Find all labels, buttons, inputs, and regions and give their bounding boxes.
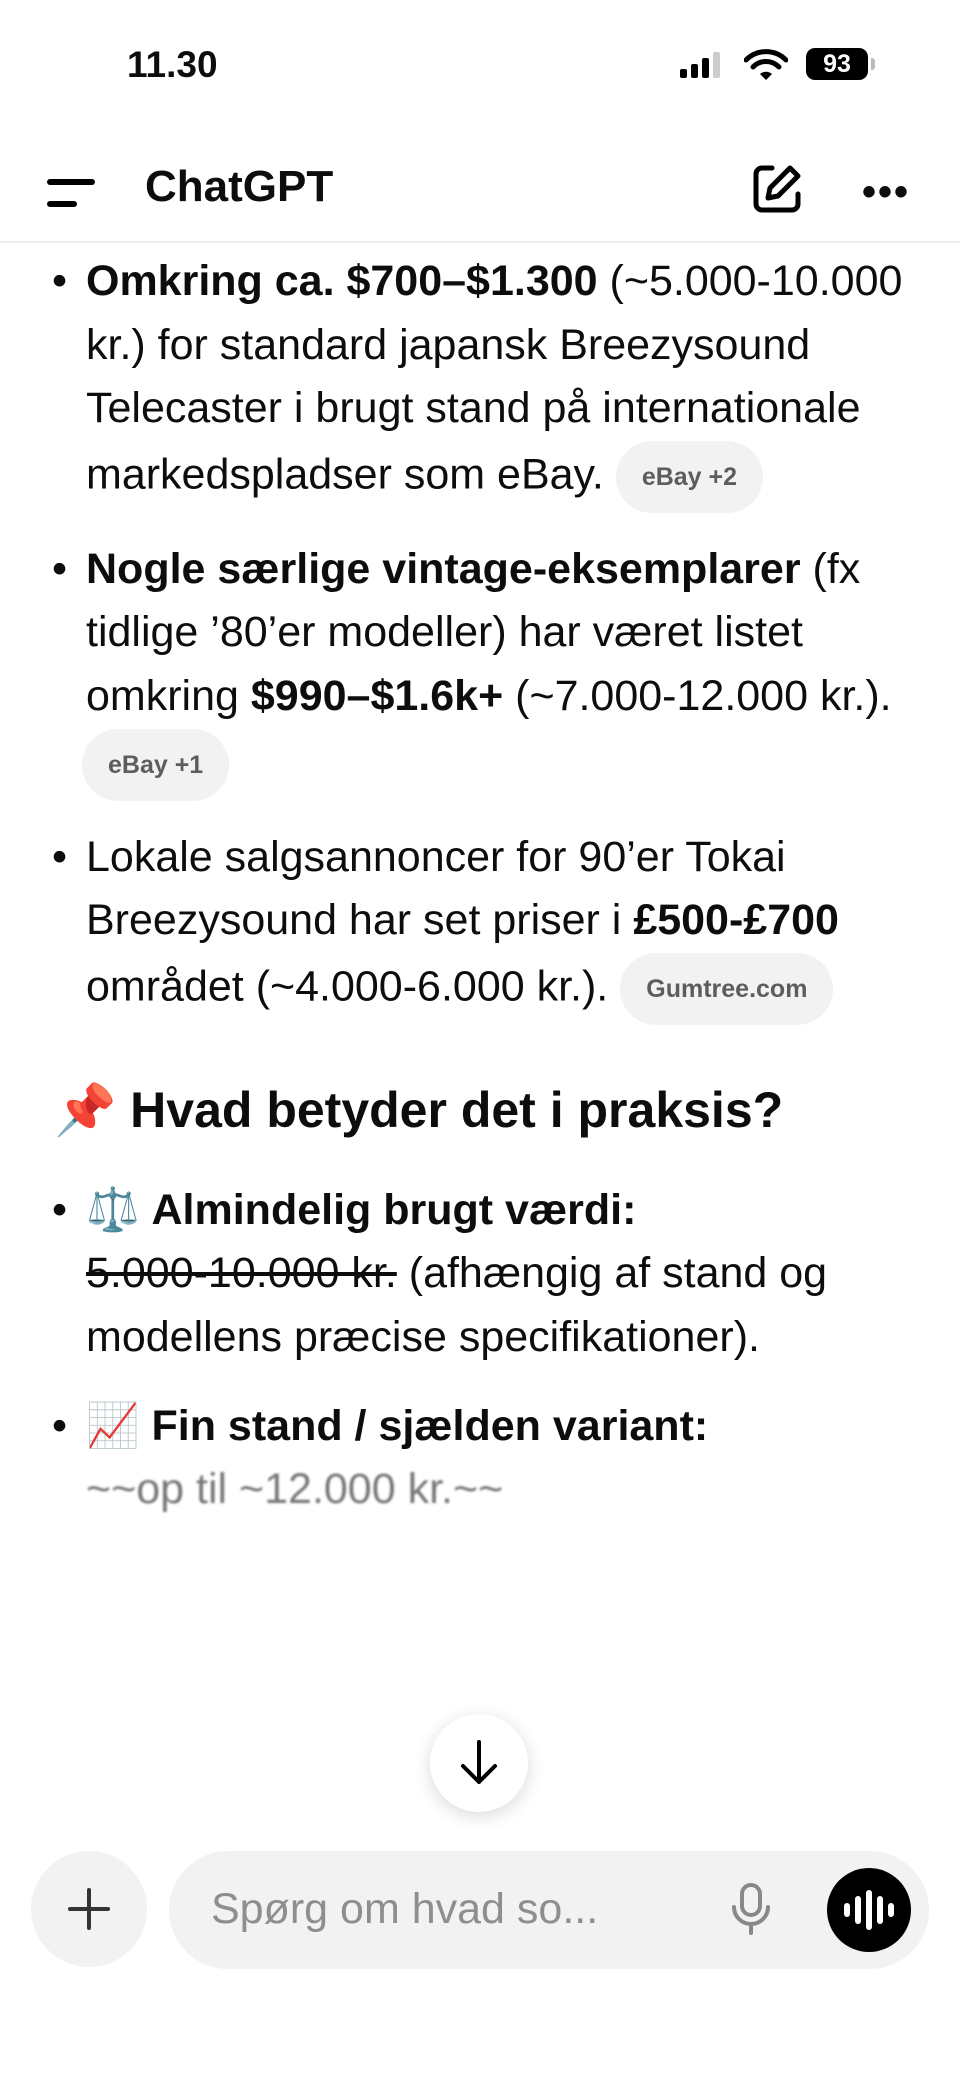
bold-text: Almindelig brugt værdi:: [151, 1185, 637, 1234]
new-chat-icon[interactable]: [750, 162, 804, 216]
battery-icon: 93: [806, 48, 868, 80]
bold-text: Omkring ca. $700–$1.300: [86, 257, 598, 305]
source-chip[interactable]: eBay +2: [616, 441, 763, 513]
bold-text: Nogle særlige vintage-eksemplarer: [86, 544, 801, 593]
input-placeholder: Spørg om hvad so...: [211, 1885, 599, 1933]
strikethrough-text: 5.000-10.000 kr.: [86, 1249, 397, 1298]
body-text: (~7.000-12.000 kr.).: [503, 671, 892, 720]
list-item: [0, 538, 960, 801]
body-text: (afhængig af stand og modellens præcise specifikationer).: [86, 1249, 828, 1361]
bold-text: £500-£700: [633, 896, 839, 945]
composer-bar: [0, 1830, 960, 2079]
section-heading: [0, 1075, 960, 1145]
app-header: [0, 130, 960, 243]
heading-text: Hvad betyder det i praksis?: [130, 1081, 784, 1138]
scales-icon: ⚖️: [86, 1185, 140, 1234]
body-text: ~~op til ~12.000 kr.~~: [86, 1465, 504, 1514]
body-text: området (~4.000-6.000 kr.).: [86, 962, 609, 1011]
wifi-icon: [744, 48, 788, 82]
chart-increasing-icon: 📈: [86, 1401, 140, 1450]
more-options-icon[interactable]: •••: [862, 170, 911, 214]
list-item: [0, 250, 960, 513]
body-text: (fx tidlige ’80’er modeller) har været listet omkring: [86, 544, 861, 720]
signal-icon: [680, 52, 720, 78]
status-bar: [0, 0, 960, 130]
add-attachment-button[interactable]: [31, 1851, 147, 1967]
voice-mode-button[interactable]: [827, 1868, 911, 1952]
microphone-icon[interactable]: [729, 1881, 773, 1937]
list-item: [0, 1395, 960, 1522]
scroll-down-button[interactable]: [430, 1714, 528, 1812]
bold-text: Fin stand / sjælden variant:: [151, 1401, 709, 1450]
body-text: (~5.000-10.000 kr.) for standard japansk Breezysound Telecaster i brugt stand på internationale markedspladser som eBay.: [86, 257, 903, 499]
menu-icon[interactable]: [46, 175, 96, 211]
pushpin-icon: 📌: [54, 1081, 117, 1138]
arrow-down-icon: [457, 1738, 501, 1788]
message-input[interactable]: [169, 1851, 929, 1969]
clock: 11.30: [127, 44, 218, 85]
source-chip[interactable]: Gumtree.com: [620, 953, 833, 1025]
list-item: [0, 826, 960, 1025]
bold-text: $990–$1.6k+: [250, 671, 504, 720]
app-title: ChatGPT: [145, 162, 334, 211]
list-item: [0, 1179, 960, 1370]
plus-icon: [66, 1886, 112, 1932]
chat-message: [0, 250, 960, 1547]
source-chip[interactable]: eBay +1: [82, 729, 229, 801]
body-text: Lokale salgsannoncer for 90’er Tokai Breezysound har set priser i: [86, 832, 786, 945]
